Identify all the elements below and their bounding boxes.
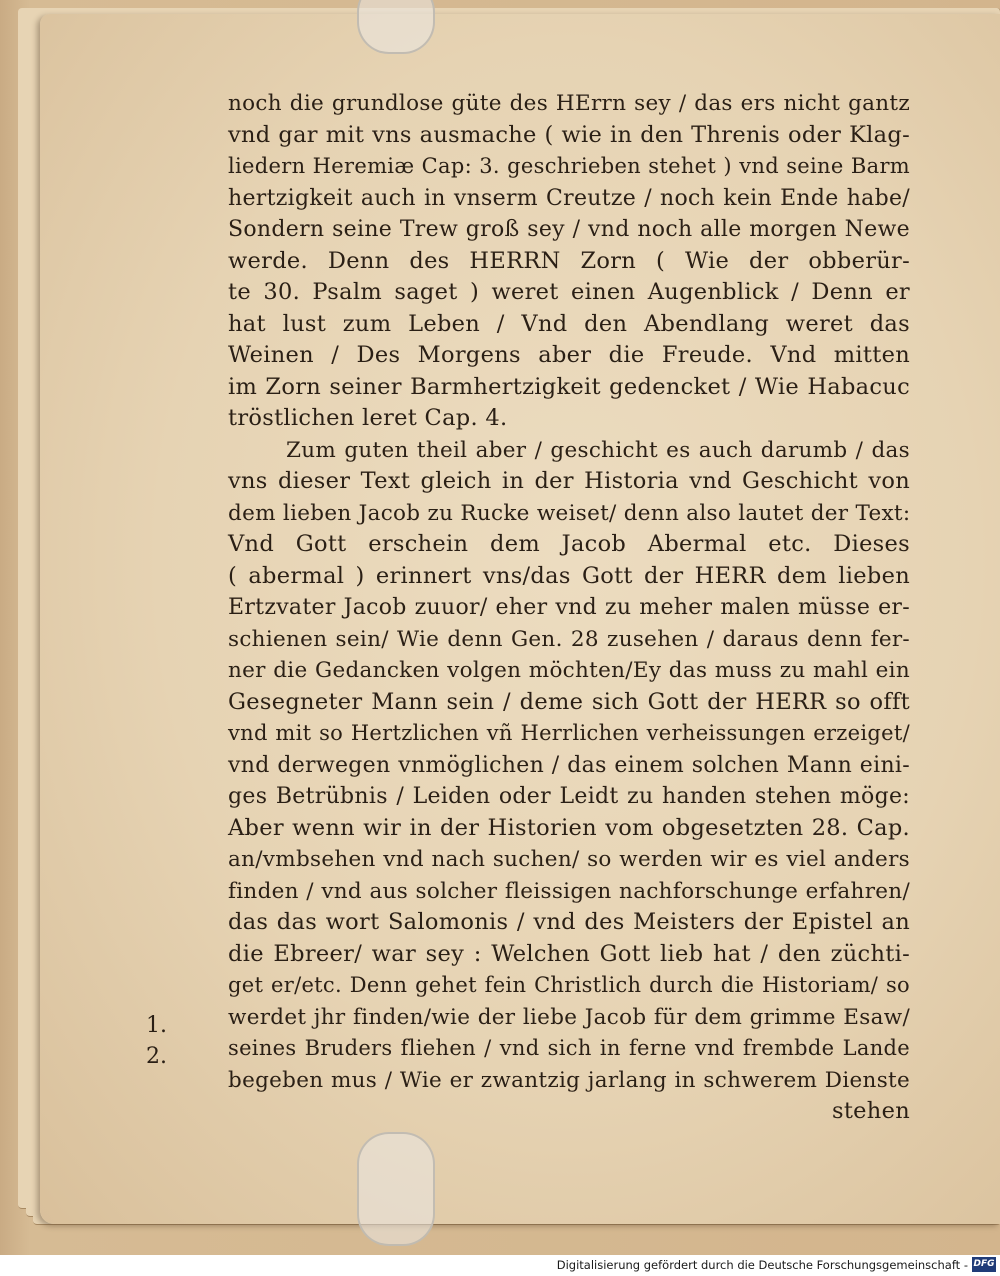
text-line: Sondern seine Trew groß sey / vnd noch alle morgen Newe: [228, 217, 910, 242]
footer-bar: [0, 1255, 1000, 1276]
dfg-logo: DFG: [972, 1257, 996, 1272]
text-line: an/vmbsehen vnd nach suchen/ so werden wir es viel anders: [228, 847, 910, 872]
text-line: Weinen / Des Morgens aber die Freude. Vnd mitten: [228, 342, 910, 368]
text-line: ( abermal ) erinnert vns/das Gott der HERR dem lieben: [228, 562, 910, 589]
text-line: vnd derwegen vnmöglichen / das einem solchen Mann eini-: [228, 752, 910, 778]
text-line: noch die grundlose güte des HErrn sey / das ers nicht gantz: [228, 91, 910, 116]
text-line: get er/etc. Denn gehet fein Christlich durch die Historiam/ so: [228, 973, 910, 997]
text-line: Gesegneter Mann sein / deme sich Gott der HERR so offt: [228, 688, 910, 715]
text-line: schienen sein/ Wie denn Gen. 28 zusehen / daraus denn fer-: [228, 626, 910, 652]
text-line: ges Betrübnis / Leiden oder Leidt zu handen stehen möge:: [228, 784, 910, 809]
text-line: im Zorn seiner Barmhertzigkeit gedencket / Wie Habacuc: [228, 373, 910, 400]
bottom-page-clip: [357, 1132, 435, 1246]
text-line: vns dieser Text gleich in der Historia vnd Geschicht von: [228, 468, 910, 494]
paragraph-start-line: Zum guten theil aber / geschicht es auch darumb / das: [286, 437, 910, 463]
text-line: begeben mus / Wie er zwantzig jarlang in schwerem Dienste: [228, 1067, 910, 1093]
margin-note-1: 1.: [146, 1013, 167, 1038]
page-text: [228, 88, 910, 1128]
funding-credit: Digitalisierung gefördert durch die Deutsche Forschungsgemeinschaft -: [556, 1258, 968, 1272]
text-line: finden / vnd aus solcher fleissigen nachforschunge erfahren/: [228, 878, 910, 904]
top-page-clip: [357, 0, 435, 54]
margin-note-2: 2.: [146, 1044, 167, 1069]
text-line: Ertzvater Jacob zuuor/ eher vnd zu meher malen müsse er-: [228, 595, 910, 620]
text-line: hertzigkeit auch in vnserm Creutze / noch kein Ende habe/: [228, 185, 910, 211]
text-line: liedern Heremiæ Cap: 3. geschrieben stehet ) vnd seine Barm: [228, 154, 910, 178]
text-line: werdet jhr finden/wie der liebe Jacob für dem grimme Esaw/: [228, 1004, 910, 1030]
text-line: werde. Denn des HERRN Zorn ( Wie der obberür-: [228, 247, 910, 274]
catchword: stehen: [831, 1098, 910, 1124]
text-line: tröstlichen leret Cap. 4.: [228, 405, 508, 431]
text-line: vnd mit so Hertzlichen vñ Herrlichen verheissungen erzeiget/: [228, 721, 910, 745]
text-line: das das wort Salomonis / vnd des Meisters der Epistel an: [228, 909, 910, 935]
text-line: dem lieben Jacob zu Rucke weiset/ denn also lautet der Text:: [228, 500, 911, 526]
text-line: die Ebreer/ war sey : Welchen Gott lieb hat / den züchti-: [228, 940, 910, 967]
text-line: hat lust zum Leben / Vnd den Abendlang weret das: [228, 310, 910, 337]
text-line: vnd gar mit vns ausmache ( wie in den Threnis oder Klag-: [228, 121, 910, 148]
text-line: Aber wenn wir in der Historien vom obgesetzten 28. Cap.: [228, 814, 910, 841]
text-line: Vnd Gott erschein dem Jacob Abermal etc. Dieses: [228, 531, 910, 557]
text-line: ner die Gedancken volgen möchten/Ey das muss zu mahl ein: [228, 658, 910, 683]
text-line: seines Bruders fliehen / vnd sich in ferne vnd frembde Lande: [228, 1036, 910, 1060]
text-line: te 30. Psalm saget ) weret einen Augenblick / Denn er: [228, 279, 910, 305]
